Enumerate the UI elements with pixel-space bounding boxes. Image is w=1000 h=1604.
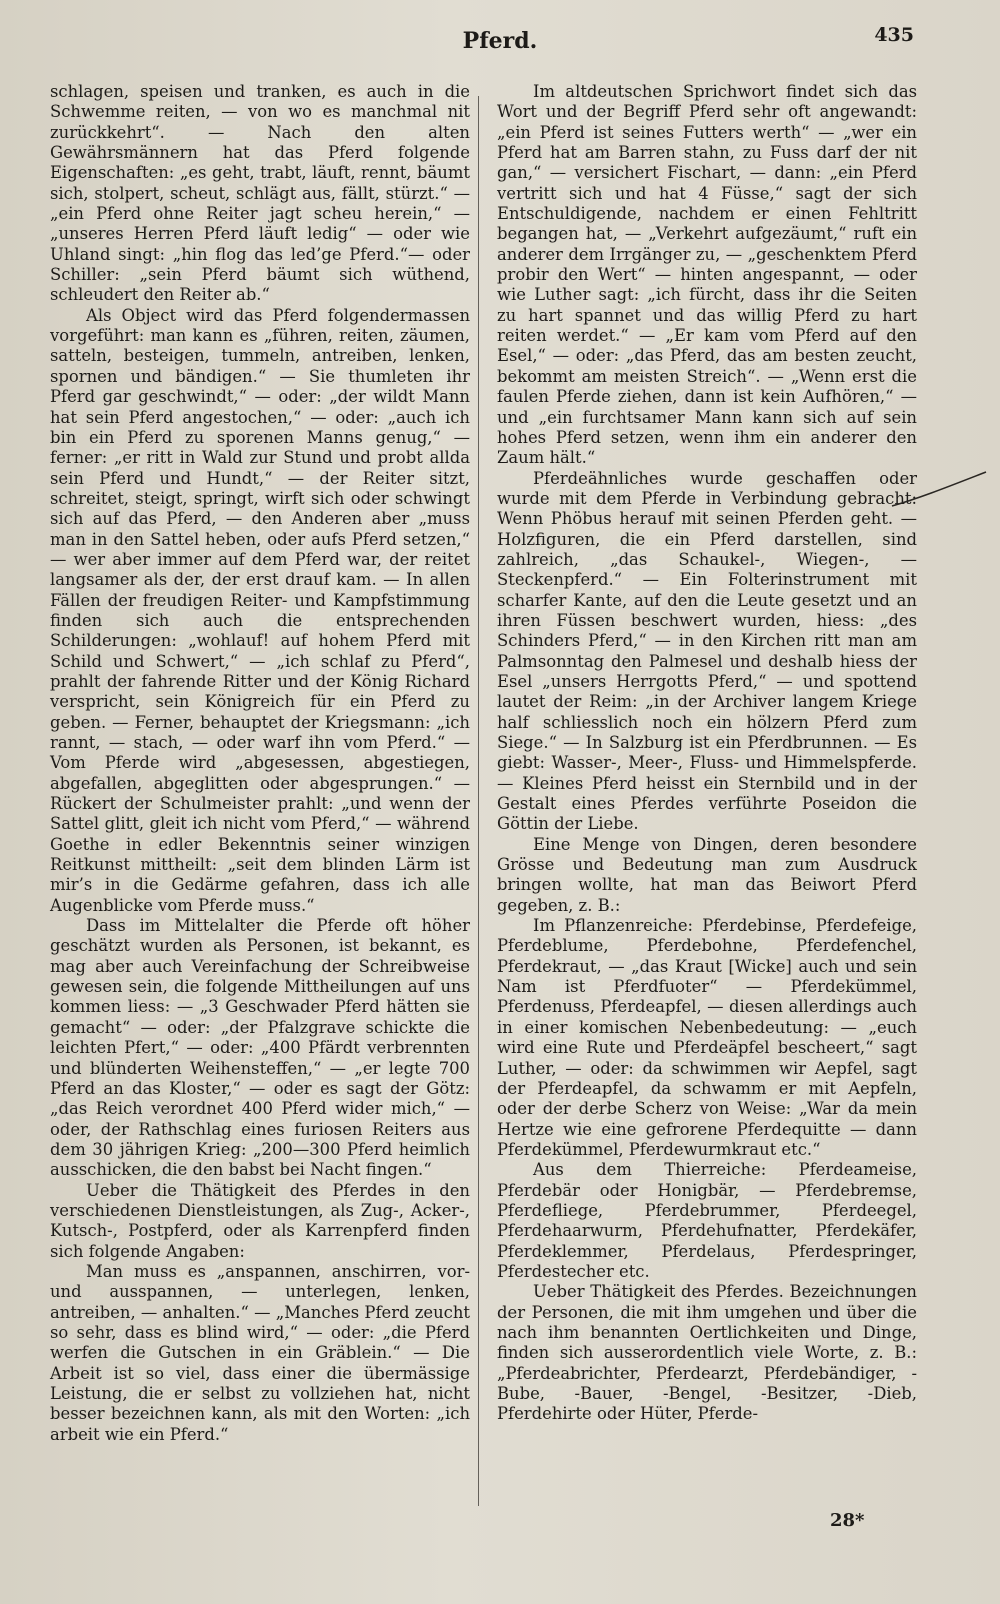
left-paragraph-1: schlagen, speisen und tranken, es auch in die Schwemme reiten, — von wo es manchmal nit zurückkehrt“. — Nach den alten Gewährsmännern hat das Pferd folgende Eigenschaften: „es geht, trabt, läuft, rennt, bäumt sich, stolpert, scheut, schlägt aus, fällt, stürzt.“ — „ein Pferd ohne Reiter jagt scheu herein,“ — „unseres Herren Pferd läuft ledig“ — oder wie Uhland singt: „hin flog das led’ge Pferd.“— oder Schiller: „sein Pferd bäumt sich wüthend, schleudert den Reiter ab.“ bbox=[50, 82, 470, 305]
left-paragraph-2: Als Object wird das Pferd folgendermassen vorgeführt: man kann es „führen, reiten, zäumen, satteln, besteigen, tummeln, antreiben, lenken, spornen und bändigen.“ — Sie thumleten ihr Pferd gar geschwindt,“ — oder: „der wildt Mann hat sein Pferd angestochen,“ — oder: „auch ich bin ein Pferd zu sporenen Manns genug,“ — ferner: „er ritt in Wald zur Stund und probt allda sein Pferd und Hundt,“ — der Reiter sitzt, schreitet, steigt, springt, wirft sich oder schwingt sich auf das Pferd, — den Anderen aber „muss man in den Sattel heben, oder aufs Pferd setzen,“ — wer aber immer auf dem Pferd war, der reitet langsamer als der, der erst drauf kam. — In allen Fällen der freudigen Reiter- und Kampfstimmung finden sich auch die entsprechenden Schilderungen: „wohlauf! auf hohem Pferd mit Schild und Schwert,“ — „ich schlaf zu Pferd“, prahlt der fahrende Ritter und der König Richard verspricht, sein Königreich für ein Pferd zu geben. — Ferner, behauptet der Kriegsmann: „ich rannt, — stach, — oder warf ihn vom Pferd.“ — Vom Pferde wird „abgesessen, abgestiegen, abgefallen, abgeglitten oder abgesprungen.“ — Rückert der Schulmeister prahlt: „und wenn der Sattel glitt, gleit ich nicht vom Pferd,“ — während Goethe in edler Bekenntnis seiner winzigen Reitkunst mittheilt: „seit dem blinden Lärm ist mir’s in die Gedärme gefahren, dass ich alle Augenblicke vom Pferde muss.“ bbox=[50, 305, 470, 915]
page-number: 435 bbox=[874, 24, 914, 46]
column-divider bbox=[478, 96, 479, 1506]
right-paragraph-2: Pferdeähnliches wurde geschaffen oder wurde mit dem Pferde in Verbindung gebracht: Wenn Phöbus herauf mit seinen Pferden geht. — Holzfiguren, die ein Pferd darstellen, sind zahlreich, „das Schaukel-, Wiegen-, — Steckenpferd.“ — Ein Folterinstrument mit scharfer Kante, auf den die Leute gesetzt und an ihren Füssen beschwert wurden, hiess: „des Schinders Pferd,“ — in den Kirchen ritt man am Palmsonntag den Palmesel und deshalb hiess der Esel „unsers Herrgotts Pferd,“ — und spottend lautet der Reim: „in der Archiver langem Kriege half schliesslich noch ein hölzern Pferd zum Siege.“ — In Salzburg ist ein Pferdbrunnen. — Es giebt: Wasser-, Meer-, Fluss- und Himmelspferde. — Kleines Pferd heisst ein Sternbild und in der Gestalt eines Pferdes verführte Poseidon die Göttin der Liebe. bbox=[497, 468, 917, 834]
right-paragraph-6: Ueber Thätigkeit des Pferdes. Bezeichnungen der Personen, die mit ihm umgehen und über die nach ihm benannten Oertlichkeiten und Dinge, finden sich ausserordentlich viele Worte, z. B.: „Pferdeabrichter, Pferdearzt, Pferdebändiger, -Bube, -Bauer, -Bengel, -Besitzer, -Dieb, Pferdehirte oder Hüter, Pferde- bbox=[497, 1282, 917, 1424]
left-paragraph-5: Man muss es „anspannen, anschirren, vor- und ausspannen, — unterlegen, lenken, antreiben, — anhalten.“ — „Manches Pferd zeucht so sehr, dass es blind wird,“ — oder: „die Pferd werfen die Gutschen in ein Gräblein.“ — Die Arbeit ist so viel, dass einer die übermässige Leistung, die er selbst zu vollziehen hat, nicht besser bezeichnen kann, als mit den Worten: „ich arbeit wie ein Pferd.“ bbox=[50, 1261, 470, 1444]
right-paragraph-3: Eine Menge von Dingen, deren besondere Grösse und Bedeutung man zum Ausdruck bringen wollte, hat man das Beiwort Pferd gegeben, z. B.: bbox=[497, 834, 917, 915]
right-paragraph-1: Im altdeutschen Sprichwort findet sich das Wort und der Begriff Pferd sehr oft angewandt: „ein Pferd ist seines Futters werth“ — „wer ein Pferd hat am Barren stahn, zu Fuss darf der nit gan,“ — versichert Fischart, — dann: „ein Pferd vertritt sich und hat 4 Füsse,“ sagt der sich Entschuldigende, nachdem er einen Fehltritt begangen hat, — „Verkehrt aufgezäumt,“ ruft ein anderer dem Irrgänger zu, — „geschenktem Pferd probir den Wert“ — hinten angespannt, — oder wie Luther sagt: „ich fürcht, dass ihr die Seiten zu hart spannet und das willig Pferd zu hart reiten werdet.“ — „Er kam vom Pferd auf den Esel,“ — oder: „das Pferd, das am besten zeucht, bekommt am meisten Streich“. — „Wenn erst die faulen Pferde ziehen, dann ist kein Aufhören,“ — und „ein furchtsamer Mann kann sich auf sein hohes Pferd setzen, wenn ihm ein anderer den Zaum hält.“ bbox=[497, 82, 917, 468]
left-paragraph-4: Ueber die Thätigkeit des Pferdes in den verschiedenen Dienstleistungen, als Zug-, Acker-, Kutsch-, Postpferd, oder als Karrenpferd finden sich folgende Angaben: bbox=[50, 1180, 470, 1261]
left-paragraph-3: Dass im Mittelalter die Pferde oft höher geschätzt wurden als Personen, ist bekannt, es mag aber auch Vereinfachung der Schreibweise gewesen sein, die folgende Mittheilungen auf uns kommen liess: — „3 Geschwader Pferd hätten sie gemacht“ — oder: „der Pfalzgrave schickte die leichten Pfert,“ — oder: „400 Pfärdt verbrennten und blünderten Weihensteffen,“ — „er legte 700 Pferd an das Kloster,“ — oder es sagt der Götz: „das Reich verordnet 400 Pferd wider mich,“ — oder, der Rathschlag eines furiosen Reiters aus dem 30 jährigen Krieg: „200—300 Pferd heimlich ausschicken, die den babst bei Nacht fingen.“ bbox=[50, 916, 470, 1180]
right-paragraph-5: Aus dem Thierreiche: Pferdeameise, Pferdebär oder Honigbär, — Pferdebremse, Pferdefliege, Pferdebrummer, Pferdeegel, Pferdehaarwurm, Pferdehufnatter, Pferdekäfer, Pferdeklemmer, Pferdelaus, Pferdespringer, Pferdestecher etc. bbox=[497, 1160, 917, 1281]
right-paragraph-4: Im Pflanzenreiche: Pferdebinse, Pferdefeige, Pferdeblume, Pferdebohne, Pferdefenchel, Pferdekraut, — „das Kraut [Wicke] auch und sein Nam ist Pferdfuoter“ — Pferdekümmel, Pferdenuss, Pferdeapfel, — diesen allerdings auch in einer komischen Nebenbedeutung: — „euch wird eine Rute und Pferdeäpfel bescheert,“ sagt Luther, — oder: da schwimmen wir Aepfel, sagt der Pferdeapfel, da schwamm er mit Aepfeln, oder der derbe Scherz von Weise: „War da mein Hertze wie eine gefrorene Pferdequitte — dann Pferdekümmel, Pferdewurmkraut etc.“ bbox=[497, 916, 917, 1159]
running-title: Pferd. bbox=[462, 28, 538, 54]
signature-mark: 28* bbox=[830, 1510, 865, 1531]
right-column bbox=[497, 82, 917, 1425]
pen-stroke-mark bbox=[890, 470, 990, 510]
left-column bbox=[50, 82, 470, 1445]
